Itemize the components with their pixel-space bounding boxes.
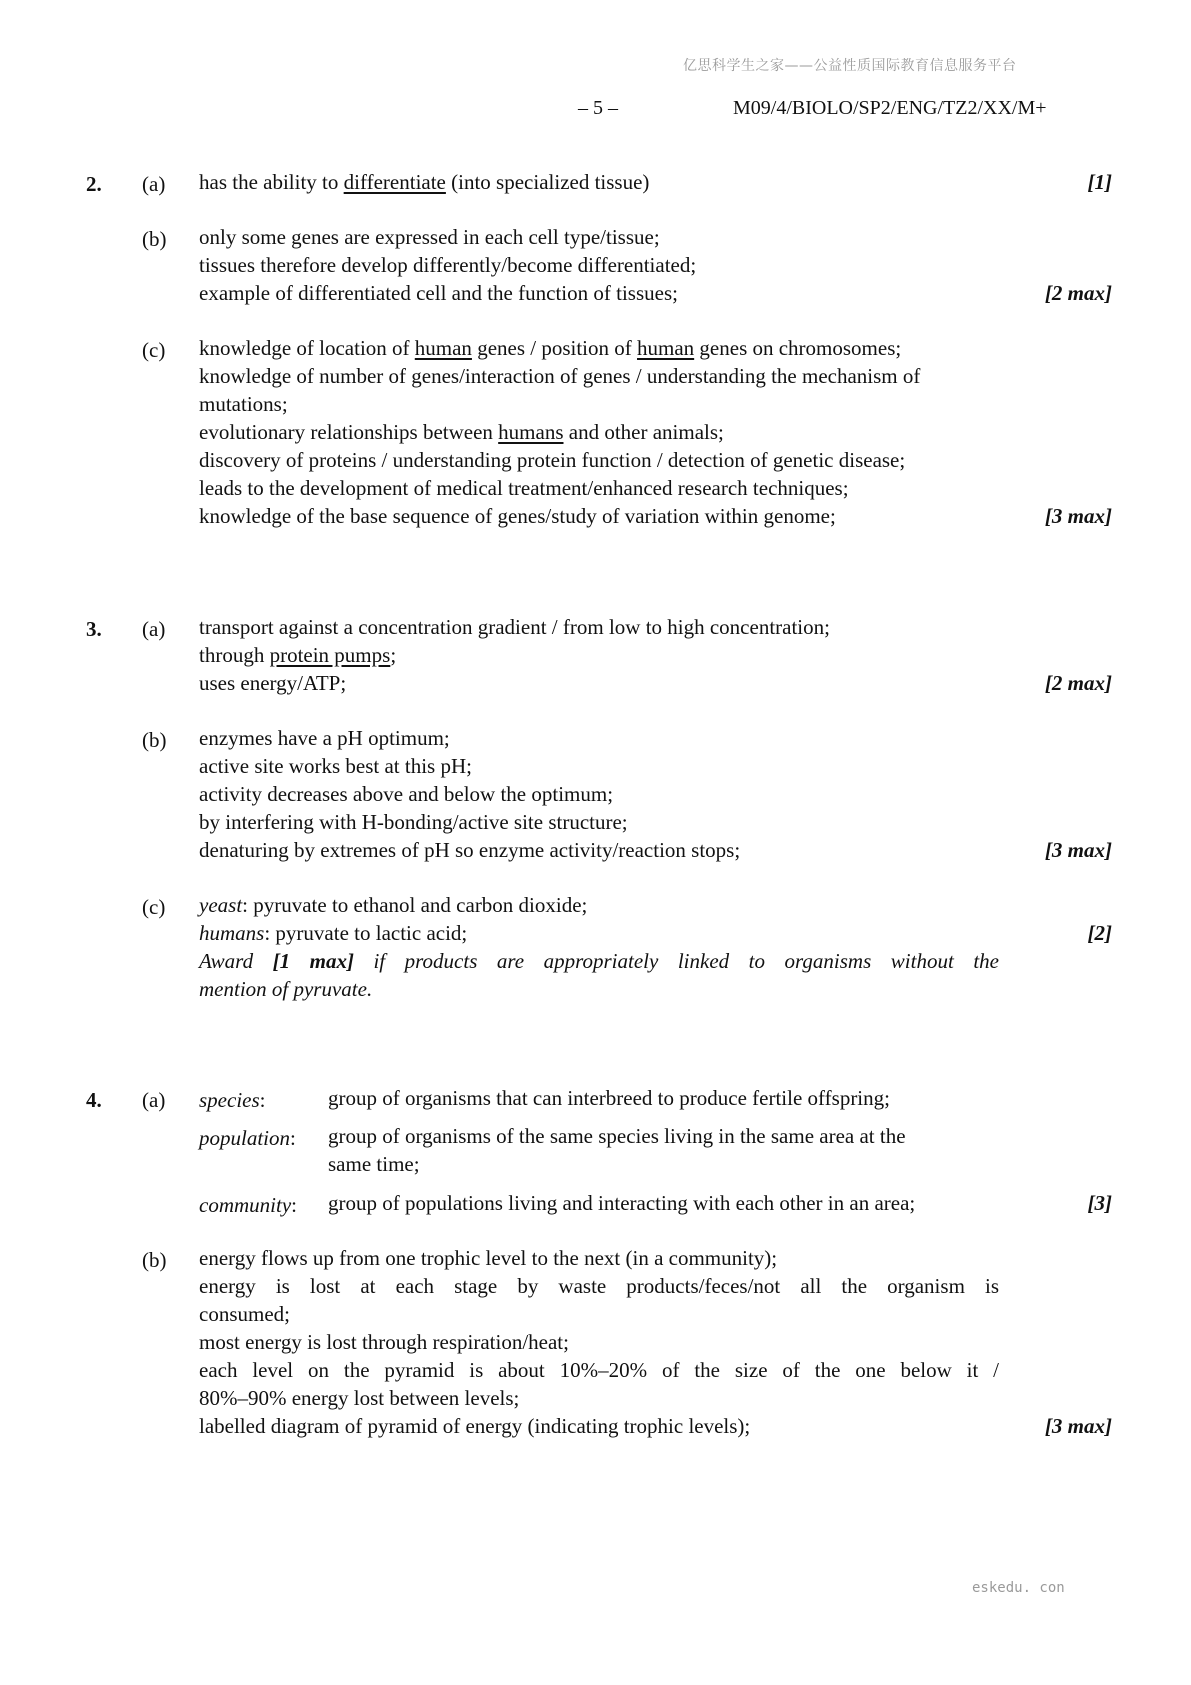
page-number: – 5 – <box>578 97 618 119</box>
protein-pumps-underlined: protein pumps <box>269 643 391 667</box>
examiner-note: Award [1 max] if products are appropriately linked to organisms without the <box>199 949 999 973</box>
term-population: population: <box>199 1126 296 1150</box>
q2-part-a-answer: has the ability to differentiate (into specialized tissue) <box>199 170 650 194</box>
q3-part-b-marks: [3 max] <box>1044 838 1112 862</box>
q3-part-c-marks: [2] <box>1087 921 1112 945</box>
q2-part-c-marks: [3 max] <box>1044 504 1112 528</box>
answer-line: example of differentiated cell and the function of tissues; <box>199 281 678 305</box>
q3-part-b-label: (b) <box>142 728 167 752</box>
q4-part-a-marks: [3] <box>1087 1191 1112 1215</box>
differentiate-underlined: differentiate <box>343 170 446 194</box>
answer-line: only some genes are expressed in each cell type/tissue; <box>199 225 660 249</box>
q2-part-b-answer <box>199 223 999 307</box>
q2-part-a-label: (a) <box>142 172 166 196</box>
q4-part-b-marks: [3 max] <box>1044 1414 1112 1438</box>
definition-population: group of organisms of the same species living in the same area at the same time; <box>328 1124 906 1176</box>
term-species: species: <box>199 1088 266 1112</box>
header-watermark: 亿思科学生之家——公益性质国际教育信息服务平台 <box>683 58 1017 74</box>
q3-part-a-answer: transport against a concentration gradient / from low to high concentration; through protein pumps; uses energy/ATP; <box>199 615 830 695</box>
q3-part-a-label: (a) <box>142 617 166 641</box>
answer-line: tissues therefore develop differently/become differentiated; <box>199 253 697 277</box>
question-4-number: 4. <box>86 1088 102 1112</box>
q3-part-c-label: (c) <box>142 895 166 919</box>
question-3-number: 3. <box>86 617 102 641</box>
definition-species: group of organisms that can interbreed to produce fertile offspring; <box>328 1086 890 1110</box>
definition-community: group of populations living and interacting with each other in an area; <box>328 1191 916 1215</box>
q2-part-a-marks: [1] <box>1087 170 1112 194</box>
term-community: community: <box>199 1193 297 1217</box>
footer-watermark: eskedu. con <box>972 1580 1065 1596</box>
q4-part-b-label: (b) <box>142 1248 167 1272</box>
question-2-number: 2. <box>86 172 102 196</box>
document-reference: M09/4/BIOLO/SP2/ENG/TZ2/XX/M+ <box>733 97 1047 119</box>
q3-part-c-answer: yeast: pyruvate to ethanol and carbon dioxide; humans: pyruvate to lactic acid; Award [1 max] if products are appropriately linked to organisms without the mention of pyruvate. <box>199 893 999 1001</box>
q2-part-b-marks: [2 max] <box>1044 281 1112 305</box>
q4-part-b-answer: energy flows up from one trophic level to the next (in a community); energy is lost at each stage by waste products/feces/not all the organism is consumed; most energy is lost through respiration/heat; each level on the pyramid is about 10%–20% of the size of the one below it / 80%–90% energy lost between levels; labelled diagram of pyramid of energy (indicating trophic levels); <box>199 1246 999 1438</box>
q2-part-c-label: (c) <box>142 338 166 362</box>
q4-part-a-label: (a) <box>142 1088 166 1112</box>
q2-part-c-answer: knowledge of location of human genes / position of human genes on chromosomes; knowledge of number of genes/interaction of genes / understanding the mechanism of mutations; evolutionary relationships between humans and other animals; discovery of proteins / understanding protein function / detection of genetic disease; leads to the development of medical treatment/enhanced research techniques; knowledge of the base sequence of genes/study of variation within genome; <box>199 336 921 528</box>
q2-part-b-label: (b) <box>142 227 167 251</box>
q3-part-a-marks: [2 max] <box>1044 671 1112 695</box>
q3-part-b-answer: enzymes have a pH optimum; active site works best at this pH; activity decreases above and below the optimum; by interfering with H-bonding/active site structure; denaturing by extremes of pH so enzyme activity/reaction stops; <box>199 726 741 862</box>
